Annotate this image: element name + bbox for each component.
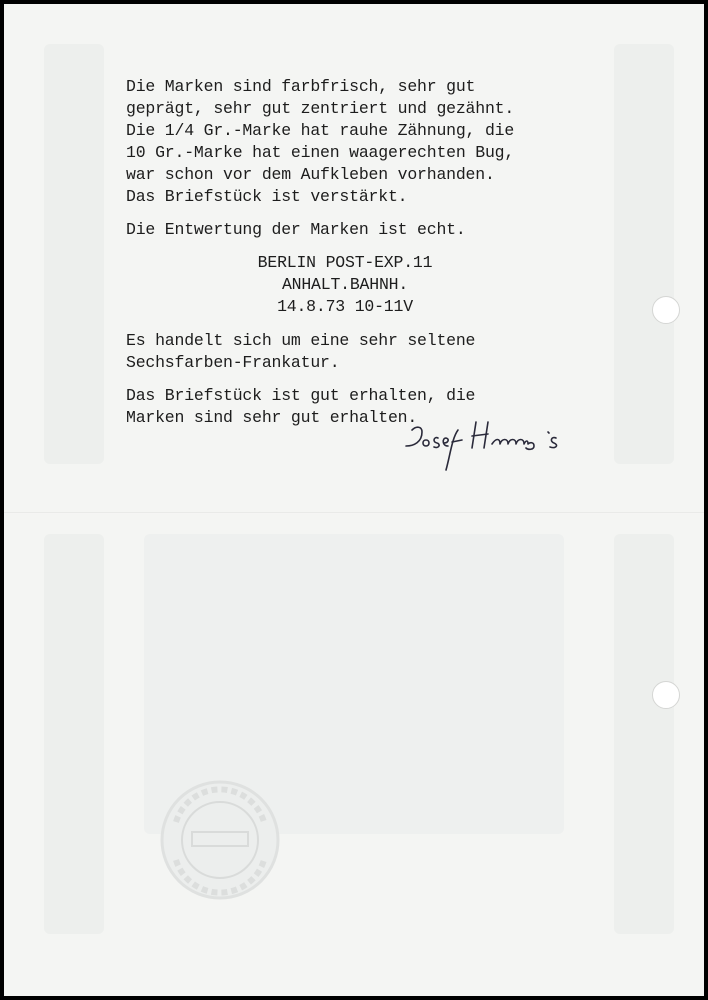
text-line: Das Briefstück ist verstärkt. — [126, 187, 408, 206]
show-through-block — [614, 534, 674, 934]
embossed-seal — [156, 776, 284, 904]
text-line: Es handelt sich um eine sehr seltene — [126, 331, 476, 350]
show-through-block — [614, 44, 674, 464]
postmark-text — [126, 252, 564, 318]
text-line: Das Briefstück ist gut erhalten, die — [126, 386, 476, 405]
text-line: geprägt, sehr gut zentriert und gezähnt. — [126, 99, 515, 118]
paragraph-condition — [126, 76, 606, 208]
show-through-block — [44, 44, 104, 464]
text-line: war schon vor dem Aufkleben vorhanden. — [126, 165, 495, 184]
show-through-block — [44, 534, 104, 934]
fold-line — [4, 512, 704, 514]
postmark-line: ANHALT.BAHNH. — [281, 275, 409, 294]
text-line: Sechsfarben-Frankatur. — [126, 353, 340, 372]
punch-hole — [652, 296, 680, 324]
text-line: Die Marken sind farbfrisch, sehr gut — [126, 77, 476, 96]
paragraph-cancellation — [126, 219, 606, 241]
postmark-line: BERLIN POST-EXP.11 — [257, 253, 433, 272]
postmark-line: 14.8.73 10-11V — [277, 297, 413, 316]
text-line: 10 Gr.-Marke hat einen waagerechten Bug, — [126, 143, 515, 162]
paragraph-rarity — [126, 330, 606, 374]
letter-body — [126, 76, 606, 440]
punch-hole — [652, 681, 680, 709]
signature — [392, 408, 592, 478]
text-line: Marken sind sehr gut erhalten. — [126, 408, 418, 427]
text-line: Die 1/4 Gr.-Marke hat rauhe Zähnung, die — [126, 121, 515, 140]
text-line: Die Entwertung der Marken ist echt. — [126, 220, 466, 239]
